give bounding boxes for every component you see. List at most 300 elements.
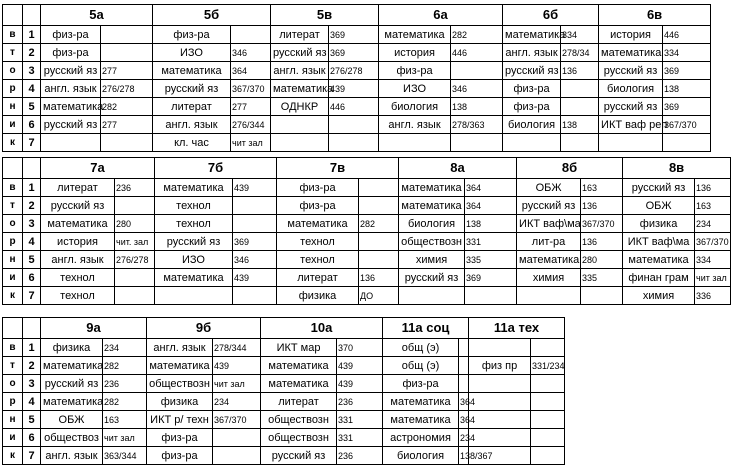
class-header: 10а [261,318,383,339]
subject-cell: русский яз [599,98,663,116]
room-cell: 364 [465,197,517,215]
subject-cell: русский яз [153,80,231,98]
lesson-number: 5 [23,411,41,429]
corner-cell [23,318,41,339]
room-cell: 367/370 [213,411,261,429]
schedule-table-grades-5-6 [2,4,711,152]
class-header: 7а [41,158,155,179]
subject-cell: англ. язык [379,116,451,134]
class-header: 5а [41,5,153,26]
lesson-number: 7 [23,134,41,152]
room-cell: 234 [103,339,147,357]
subject-cell: математика [261,357,337,375]
class-header-row [3,5,711,26]
subject-cell [469,393,531,411]
room-cell: 282 [101,98,153,116]
room-cell: 439 [213,357,261,375]
subject-cell: ИЗО [155,251,233,269]
room-cell: 234 [695,215,731,233]
subject-cell: ИКТ ваф реп [599,116,663,134]
day-letter: н [3,98,23,116]
room-cell: 334 [695,251,731,269]
subject-cell: технол [155,197,233,215]
room-cell: 138 [465,215,517,233]
subject-cell: ИКТ ваф\ма [517,215,581,233]
lesson-row [3,197,731,215]
subject-cell: технол [277,233,359,251]
room-cell [359,233,399,251]
room-cell [101,26,153,44]
room-cell: 336 [695,287,731,305]
subject-cell [599,134,663,152]
room-cell [101,44,153,62]
subject-cell: физ-ра [503,98,561,116]
schedule-table-grades-7-8 [2,157,731,305]
room-cell [359,251,399,269]
class-header: 8а [399,158,517,179]
subject-cell: финан грам [623,269,695,287]
room-cell: 346 [231,44,271,62]
room-cell [329,134,379,152]
class-header-row [3,158,731,179]
subject-cell: технол [277,251,359,269]
corner-cell [3,5,23,26]
lesson-row [3,375,565,393]
lesson-row [3,411,565,429]
day-letter: н [3,251,23,269]
room-cell: 367/370 [231,80,271,98]
subject-cell: математика [155,179,233,197]
subject-cell: история [599,26,663,44]
room-cell [213,429,261,447]
subject-cell: математика [153,62,231,80]
room-cell: 276/278 [115,251,155,269]
subject-cell: астрономия [383,429,459,447]
subject-cell: англ. язык [147,339,213,357]
subject-cell: физ-ра [383,375,459,393]
room-cell: 278/344 [213,339,261,357]
room-cell: 282 [359,215,399,233]
room-cell: 277 [101,62,153,80]
room-cell: 369 [329,44,379,62]
room-cell [531,393,565,411]
room-cell: 236 [337,393,383,411]
subject-cell: русский яз [261,447,337,465]
subject-cell: математика [271,80,329,98]
room-cell: 136 [359,269,399,287]
day-letter: т [3,357,23,375]
subject-cell: история [41,233,115,251]
subject-cell [271,116,329,134]
room-cell: 136 [581,197,623,215]
day-letter: к [3,447,23,465]
lesson-number: 2 [23,44,41,62]
class-header: 9б [147,318,261,339]
subject-cell: русский яз [503,62,561,80]
room-cell [115,197,155,215]
room-cell: 278/363 [451,116,503,134]
room-cell: 234 [213,393,261,411]
room-cell [531,429,565,447]
room-cell: 276/278 [101,80,153,98]
day-letter: в [3,26,23,44]
room-cell [359,197,399,215]
room-cell [561,134,599,152]
subject-cell: кл. час [153,134,231,152]
lesson-number: 6 [23,116,41,134]
lesson-row [3,357,565,375]
subject-cell: литерат [271,26,329,44]
room-cell: 439 [233,269,277,287]
subject-cell [469,411,531,429]
room-cell: 138/367 [459,447,469,465]
day-letter: к [3,134,23,152]
subject-cell [517,287,581,305]
room-cell: 280 [115,215,155,233]
subject-cell: обществозн [399,233,465,251]
day-letter: о [3,62,23,80]
subject-cell: обществозн [261,411,337,429]
subject-cell: русский яз [155,233,233,251]
lesson-row [3,393,565,411]
subject-cell [469,429,531,447]
room-cell: 364 [465,179,517,197]
class-header: 5в [271,5,379,26]
room-cell: чит. зал [115,233,155,251]
subject-cell: математика [503,26,561,44]
lesson-number: 1 [23,26,41,44]
subject-cell [469,375,531,393]
room-cell: чит зал [695,269,731,287]
subject-cell: физ-ра [379,62,451,80]
subject-cell: общ (э) [383,339,459,357]
class-header: 6а [379,5,503,26]
room-cell: 163 [581,179,623,197]
room-cell [329,116,379,134]
room-cell: 364 [231,62,271,80]
day-letter: о [3,375,23,393]
room-cell: 278/34 [561,44,599,62]
room-cell [451,134,503,152]
room-cell: 346 [451,80,503,98]
room-cell: 370 [337,339,383,357]
class-header: 7б [155,158,277,179]
subject-cell: физ-ра [41,44,101,62]
room-cell: 136 [695,179,731,197]
room-cell: 369 [329,26,379,44]
subject-cell: физ-ра [147,447,213,465]
subject-cell: литерат [261,393,337,411]
subject-cell: ОБЖ [623,197,695,215]
lesson-row [3,215,731,233]
lesson-number: 2 [23,197,41,215]
subject-cell: биология [383,447,459,465]
schedule-table-grades-9-11 [2,317,565,465]
room-cell: 236 [103,375,147,393]
room-cell: 446 [329,98,379,116]
room-cell: 367/370 [581,215,623,233]
corner-cell [23,5,41,26]
lesson-row [3,134,711,152]
subject-cell: русский яз [41,197,115,215]
room-cell: чит зал [231,134,271,152]
subject-cell: физика [277,287,359,305]
subject-cell: литерат [277,269,359,287]
subject-cell: математика [517,251,581,269]
subject-cell: ИЗО [153,44,231,62]
room-cell: 236 [115,179,155,197]
day-letter: о [3,215,23,233]
room-cell: 234 [459,429,469,447]
lesson-row [3,251,731,269]
room-cell [233,215,277,233]
room-cell: 439 [337,375,383,393]
room-cell [459,339,469,357]
lesson-number: 1 [23,179,41,197]
subject-cell: физ-ра [41,26,101,44]
subject-cell: математика [623,251,695,269]
subject-cell: химия [399,251,465,269]
subject-cell: биология [379,98,451,116]
subject-cell: математика [383,393,459,411]
room-cell: 282 [103,393,147,411]
subject-cell: математика [155,269,233,287]
room-cell: 369 [233,233,277,251]
lesson-number: 5 [23,98,41,116]
subject-cell: русский яз [517,197,581,215]
lesson-row [3,179,731,197]
room-cell: 446 [451,44,503,62]
lesson-row [3,44,711,62]
subject-cell: русский яз [41,116,101,134]
day-letter: и [3,429,23,447]
subject-cell: математика [599,44,663,62]
room-cell: 446 [663,26,711,44]
day-letter: т [3,44,23,62]
subject-cell: англ. язык [41,251,115,269]
subject-cell: история [379,44,451,62]
room-cell [213,447,261,465]
room-cell [561,98,599,116]
subject-cell: математика [147,357,213,375]
room-cell [561,80,599,98]
lesson-number: 1 [23,339,41,357]
subject-cell: ОДНКР [271,98,329,116]
subject-cell: технол [41,269,115,287]
lesson-number: 4 [23,393,41,411]
class-header: 5б [153,5,271,26]
subject-cell: литерат [153,98,231,116]
room-cell: 138 [451,98,503,116]
room-cell [101,134,153,152]
room-cell: 138 [561,116,599,134]
subject-cell: ОБЖ [517,179,581,197]
room-cell: 335 [581,269,623,287]
lesson-number: 7 [23,287,41,305]
room-cell [233,287,277,305]
room-cell: 277 [231,98,271,116]
room-cell: 331 [337,411,383,429]
room-cell: 335 [465,251,517,269]
subject-cell: ИКТ ваф\ма [623,233,695,251]
subject-cell: русский яз [623,179,695,197]
room-cell [465,287,517,305]
subject-cell: математика [399,179,465,197]
subject-cell: ИЗО [379,80,451,98]
room-cell [115,269,155,287]
room-cell: 439 [233,179,277,197]
lesson-number: 4 [23,233,41,251]
lesson-number: 5 [23,251,41,269]
room-cell: 367/370 [695,233,731,251]
lesson-number: 6 [23,429,41,447]
room-cell [531,411,565,429]
lesson-row [3,339,565,357]
room-cell: 364 [459,411,469,429]
lesson-number: 2 [23,357,41,375]
room-cell: чит зал [213,375,261,393]
room-cell: 331 [465,233,517,251]
subject-cell: математика [383,411,459,429]
subject-cell: русский яз [41,375,103,393]
lesson-number: 3 [23,375,41,393]
lesson-row [3,98,711,116]
room-cell: 277 [101,116,153,134]
subject-cell: литерат [41,179,115,197]
subject-cell: математика [41,393,103,411]
lesson-row [3,26,711,44]
room-cell: 136 [561,62,599,80]
lesson-number: 3 [23,215,41,233]
corner-cell [3,318,23,339]
room-cell [663,134,711,152]
day-letter: р [3,233,23,251]
room-cell: 163 [695,197,731,215]
lesson-row [3,429,565,447]
subject-cell: ИКТ р/ техн [147,411,213,429]
subject-cell: русский яз [599,62,663,80]
subject-cell: математика [41,357,103,375]
day-letter: и [3,269,23,287]
class-header: 8в [623,158,731,179]
subject-cell: химия [623,287,695,305]
day-letter: к [3,287,23,305]
class-header: 8б [517,158,623,179]
room-cell: 138 [663,80,711,98]
subject-cell: физ пр [469,357,531,375]
room-cell: 282 [103,357,147,375]
subject-cell [469,339,531,357]
lesson-row [3,80,711,98]
subject-cell: русский яз [399,269,465,287]
subject-cell [271,134,329,152]
subject-cell: математика [399,197,465,215]
class-header: 6в [599,5,711,26]
room-cell: 236 [337,447,383,465]
subject-cell [41,134,101,152]
subject-cell: физ-ра [503,80,561,98]
subject-cell: физ-ра [153,26,231,44]
room-cell: ДО [359,287,399,305]
class-header: 7в [277,158,399,179]
class-header: 11а тех [469,318,565,339]
subject-cell: технол [155,215,233,233]
subject-cell [379,134,451,152]
subject-cell: физ-ра [277,179,359,197]
lesson-number: 7 [23,447,41,465]
subject-cell: англ. язык [41,447,103,465]
subject-cell: математика [261,375,337,393]
subject-cell: математика [379,26,451,44]
room-cell [531,339,565,357]
room-cell: 334 [663,44,711,62]
subject-cell: биология [503,116,561,134]
room-cell: 136 [581,233,623,251]
lesson-row [3,116,711,134]
room-cell: 369 [663,62,711,80]
subject-cell: англ. язык [153,116,231,134]
subject-cell: ОБЖ [41,411,103,429]
corner-cell [3,158,23,179]
subject-cell: ИКТ мар [261,339,337,357]
room-cell [115,287,155,305]
room-cell: 331/234 [531,357,565,375]
room-cell [459,357,469,375]
room-cell: чит зал [103,429,147,447]
subject-cell: физ-ра [277,197,359,215]
subject-cell: физика [41,339,103,357]
subject-cell: математика [277,215,359,233]
subject-cell [503,134,561,152]
subject-cell: обществозн [147,375,213,393]
room-cell: 163 [103,411,147,429]
subject-cell: математика [41,215,115,233]
subject-cell: англ. язык [41,80,101,98]
subject-cell: обществозн [261,429,337,447]
subject-cell: русский яз [271,44,329,62]
room-cell: 331 [337,429,383,447]
room-cell [359,179,399,197]
room-cell [451,62,503,80]
subject-cell: физика [147,393,213,411]
lesson-row [3,287,731,305]
room-cell: 367/370 [663,116,711,134]
day-letter: т [3,197,23,215]
room-cell [531,447,565,465]
subject-cell: русский яз [41,62,101,80]
subject-cell: лит-ра [517,233,581,251]
day-letter: р [3,80,23,98]
lesson-row [3,447,565,465]
subject-cell [399,287,465,305]
lesson-row [3,233,731,251]
room-cell: 276/344 [231,116,271,134]
subject-cell: биология [599,80,663,98]
room-cell [459,375,469,393]
room-cell [231,26,271,44]
subject-cell: англ. язык [271,62,329,80]
class-header-row [3,318,565,339]
subject-cell: англ. язык [503,44,561,62]
subject-cell: общ (э) [383,357,459,375]
room-cell [233,197,277,215]
room-cell: 363/344 [103,447,147,465]
lesson-number: 3 [23,62,41,80]
lesson-number: 4 [23,80,41,98]
room-cell: 282 [451,26,503,44]
class-header: 11а соц [383,318,469,339]
room-cell: 364 [459,393,469,411]
